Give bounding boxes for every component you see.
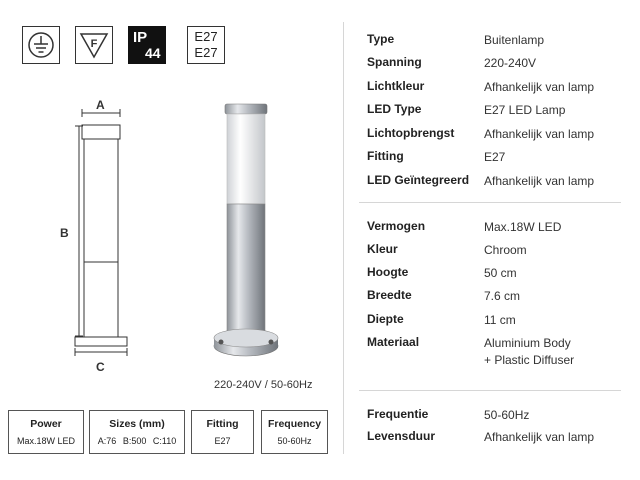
spec-row (367, 335, 627, 375)
dimension-b-label: B (60, 226, 69, 240)
spec-row (367, 219, 627, 239)
spec-value: Afhankelijk van lamp (484, 127, 595, 141)
spec-row (367, 173, 627, 193)
spec-value: 7.6 cm (484, 289, 521, 303)
material-line-1: Aluminium Body (484, 336, 571, 350)
spec-key: Kleur (367, 242, 398, 256)
spec-value: Afhankelijk van lamp (484, 80, 595, 94)
spec-key: Spanning (367, 55, 422, 69)
vertical-divider (343, 22, 344, 454)
spec-key: Type (367, 32, 395, 46)
material-line-2: + Plastic Diffuser (484, 353, 575, 367)
spec-separator (359, 390, 621, 391)
spec-key: Levensduur (367, 429, 436, 443)
product-lamp-image (205, 98, 295, 368)
spec-row (367, 79, 627, 99)
size-b: B:500 (122, 436, 147, 446)
spec-key: LED Type (367, 102, 422, 116)
spec-row (367, 102, 627, 122)
spec-key: Hoogte (367, 265, 409, 279)
spec-key: Lichtkleur (367, 79, 425, 93)
spec-key: Lichtopbrengst (367, 126, 455, 140)
dimension-c-label: C (96, 360, 105, 374)
spec-row (367, 242, 627, 262)
card-power-value: Max.18W LED (16, 436, 76, 446)
socket-label-1: E27 (194, 29, 218, 44)
spec-value (484, 335, 574, 369)
card-power (8, 410, 84, 454)
card-fitting (191, 410, 254, 454)
size-a: A:76 (97, 436, 117, 446)
spec-value: Chroom (484, 243, 527, 257)
f-mark-letter: F (90, 38, 98, 50)
spec-key: Breedte (367, 288, 412, 302)
ip-label: IP (133, 28, 148, 46)
spec-row (367, 265, 627, 285)
spec-value: E27 (484, 150, 506, 164)
spec-row (367, 149, 627, 169)
size-c: C:110 (152, 436, 177, 446)
ip-rating: 44 (145, 44, 161, 61)
card-frequency (261, 410, 328, 454)
spec-row (367, 407, 627, 427)
card-sizes-title: Sizes (mm) (109, 418, 165, 430)
spec-key: LED Geïntegreerd (367, 173, 470, 187)
card-frequency-title: Frequency (267, 418, 322, 430)
spec-value: Buitenlamp (484, 33, 545, 47)
spec-key: Materiaal (367, 335, 420, 349)
spec-value: 50 cm (484, 266, 517, 280)
spec-row (367, 55, 627, 75)
spec-key: Diepte (367, 312, 404, 326)
spec-row (367, 126, 627, 146)
card-frequency-value: 50-60Hz (277, 436, 312, 446)
card-fitting-title: Fitting (206, 418, 239, 430)
spec-row (367, 288, 627, 308)
spec-value: 50-60Hz (484, 408, 530, 422)
voltage-caption: 220-240V / 50-60Hz (214, 379, 313, 391)
card-fitting-value: E27 (214, 436, 231, 446)
spec-separator (359, 202, 621, 203)
card-power-title: Power (30, 418, 62, 430)
card-sizes (89, 410, 185, 454)
spec-value: Afhankelijk van lamp (484, 430, 595, 444)
spec-value: Max.18W LED (484, 220, 562, 234)
spec-row (367, 32, 627, 52)
spec-value: 220-240V (484, 56, 537, 70)
spec-value: E27 LED Lamp (484, 103, 566, 117)
spec-key: Frequentie (367, 407, 429, 421)
spec-value: 11 cm (484, 313, 516, 327)
spec-row (367, 312, 627, 332)
spec-key: Vermogen (367, 219, 426, 233)
socket-label-2: E27 (194, 45, 218, 60)
spec-row (367, 429, 627, 449)
spec-key: Fitting (367, 149, 404, 163)
dimension-a-label: A (96, 98, 105, 112)
spec-value: Afhankelijk van lamp (484, 174, 595, 188)
